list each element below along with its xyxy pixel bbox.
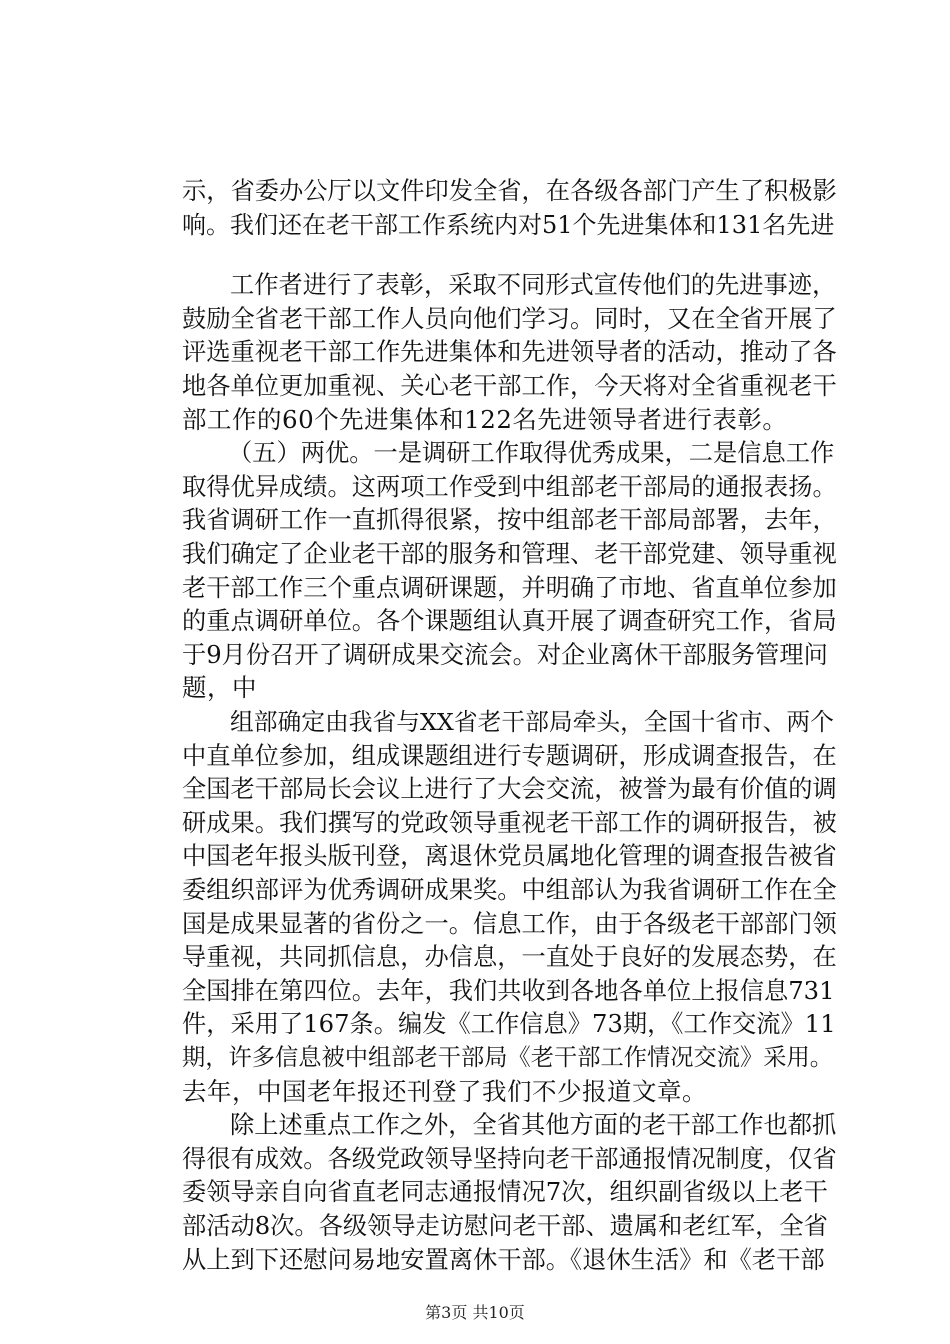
text-line: 去年，中国老年报还刊登了我们不少报道文章。 [182, 1077, 707, 1106]
text-line: 工作者进行了表彰，采取不同形式宣传他们的先进事迹， [230, 270, 837, 299]
text-line: 部活动8次。各级领导走访慰问老干部、遗属和老红军，全省 [182, 1211, 828, 1240]
text-line: 我们确定了企业老干部的服务和管理、老干部党建、领导重视 [182, 539, 837, 568]
text-line: 研成果。我们撰写的党政领导重视老干部工作的调研报告，被 [182, 808, 837, 837]
text-line: 组部确定由我省与XX省老干部局牵头，全国十省市、两个 [230, 708, 834, 736]
text-line: 的重点调研单位。各个课题组认真开展了调查研究工作，省局 [182, 606, 837, 635]
text-line: 中国老年报头版刊登，离退休党员属地化管理的调查报告被省 [182, 841, 837, 870]
text-line: 于9月份召开了调研成果交流会。对企业离休干部服务管理问 [182, 640, 828, 669]
text-line: 中直单位参加，组成课题组进行专题调研，形成调查报告，在 [182, 741, 837, 770]
text-line: 委领导亲自向省直老同志通报情况7次，组织副省级以上老干 [182, 1177, 828, 1206]
text-line: 全国排在第四位。去年，我们共收到各地各单位上报信息731 [182, 976, 835, 1005]
text-line: 地各单位更加重视、关心老干部工作，今天将对全省重视老干 [182, 371, 837, 400]
text-line: 导重视，共同抓信息，办信息，一直处于良好的发展态势，在 [182, 942, 837, 971]
text-line: 评选重视老干部工作先进集体和先进领导者的活动，推动了各 [182, 337, 837, 366]
text-line: 取得优异成绩。这两项工作受到中组部老干部局的通报表扬。 [182, 472, 837, 501]
text-line: 我省调研工作一直抓得很紧，按中组部老干部局部署，去年， [182, 505, 837, 534]
page-number-footer: 第3页 共10页 [425, 1303, 525, 1322]
text-line: 全国老干部局长会议上进行了大会交流，被誉为最有价值的调 [182, 774, 837, 803]
text-line: 委组织部评为优秀调研成果奖。中组部认为我省调研工作在全 [182, 875, 837, 904]
text-line: 老干部工作三个重点调研课题，并明确了市地、省直单位参加 [182, 573, 837, 602]
text-line: 响。我们还在老干部工作系统内对51个先进集体和131名先进 [182, 211, 835, 239]
text-line: 得很有成效。各级党政领导坚持向老干部通报情况制度，仅省 [182, 1144, 837, 1173]
text-line: 除上述重点工作之外，全省其他方面的老干部工作也都抓 [230, 1110, 837, 1139]
text-line: 部工作的60个先进集体和122名先进领导者进行表彰。 [182, 405, 788, 434]
text-line: 期，许多信息被中组部老干部局《老干部工作情况交流》采用。 [182, 1044, 834, 1071]
text-line: 鼓励全省老干部工作人员向他们学习。同时，又在全省开展了 [182, 304, 837, 333]
text-line: 题，中 [182, 673, 257, 702]
text-line: （五）两优。一是调研工作取得优秀成果，二是信息工作 [228, 438, 835, 467]
text-line: 示，省委办公厅以文件印发全省，在各级各部门产生了积极影 [182, 176, 837, 205]
text-line: 件，采用了167条。编发《工作信息》73期，《工作交流》11 [182, 1009, 836, 1038]
text-line: 从上到下还慰问易地安置离休干部。《退休生活》和《老干部 [182, 1245, 825, 1274]
text-line: 国是成果显著的省份之一。信息工作，由于各级老干部部门领 [182, 909, 837, 938]
